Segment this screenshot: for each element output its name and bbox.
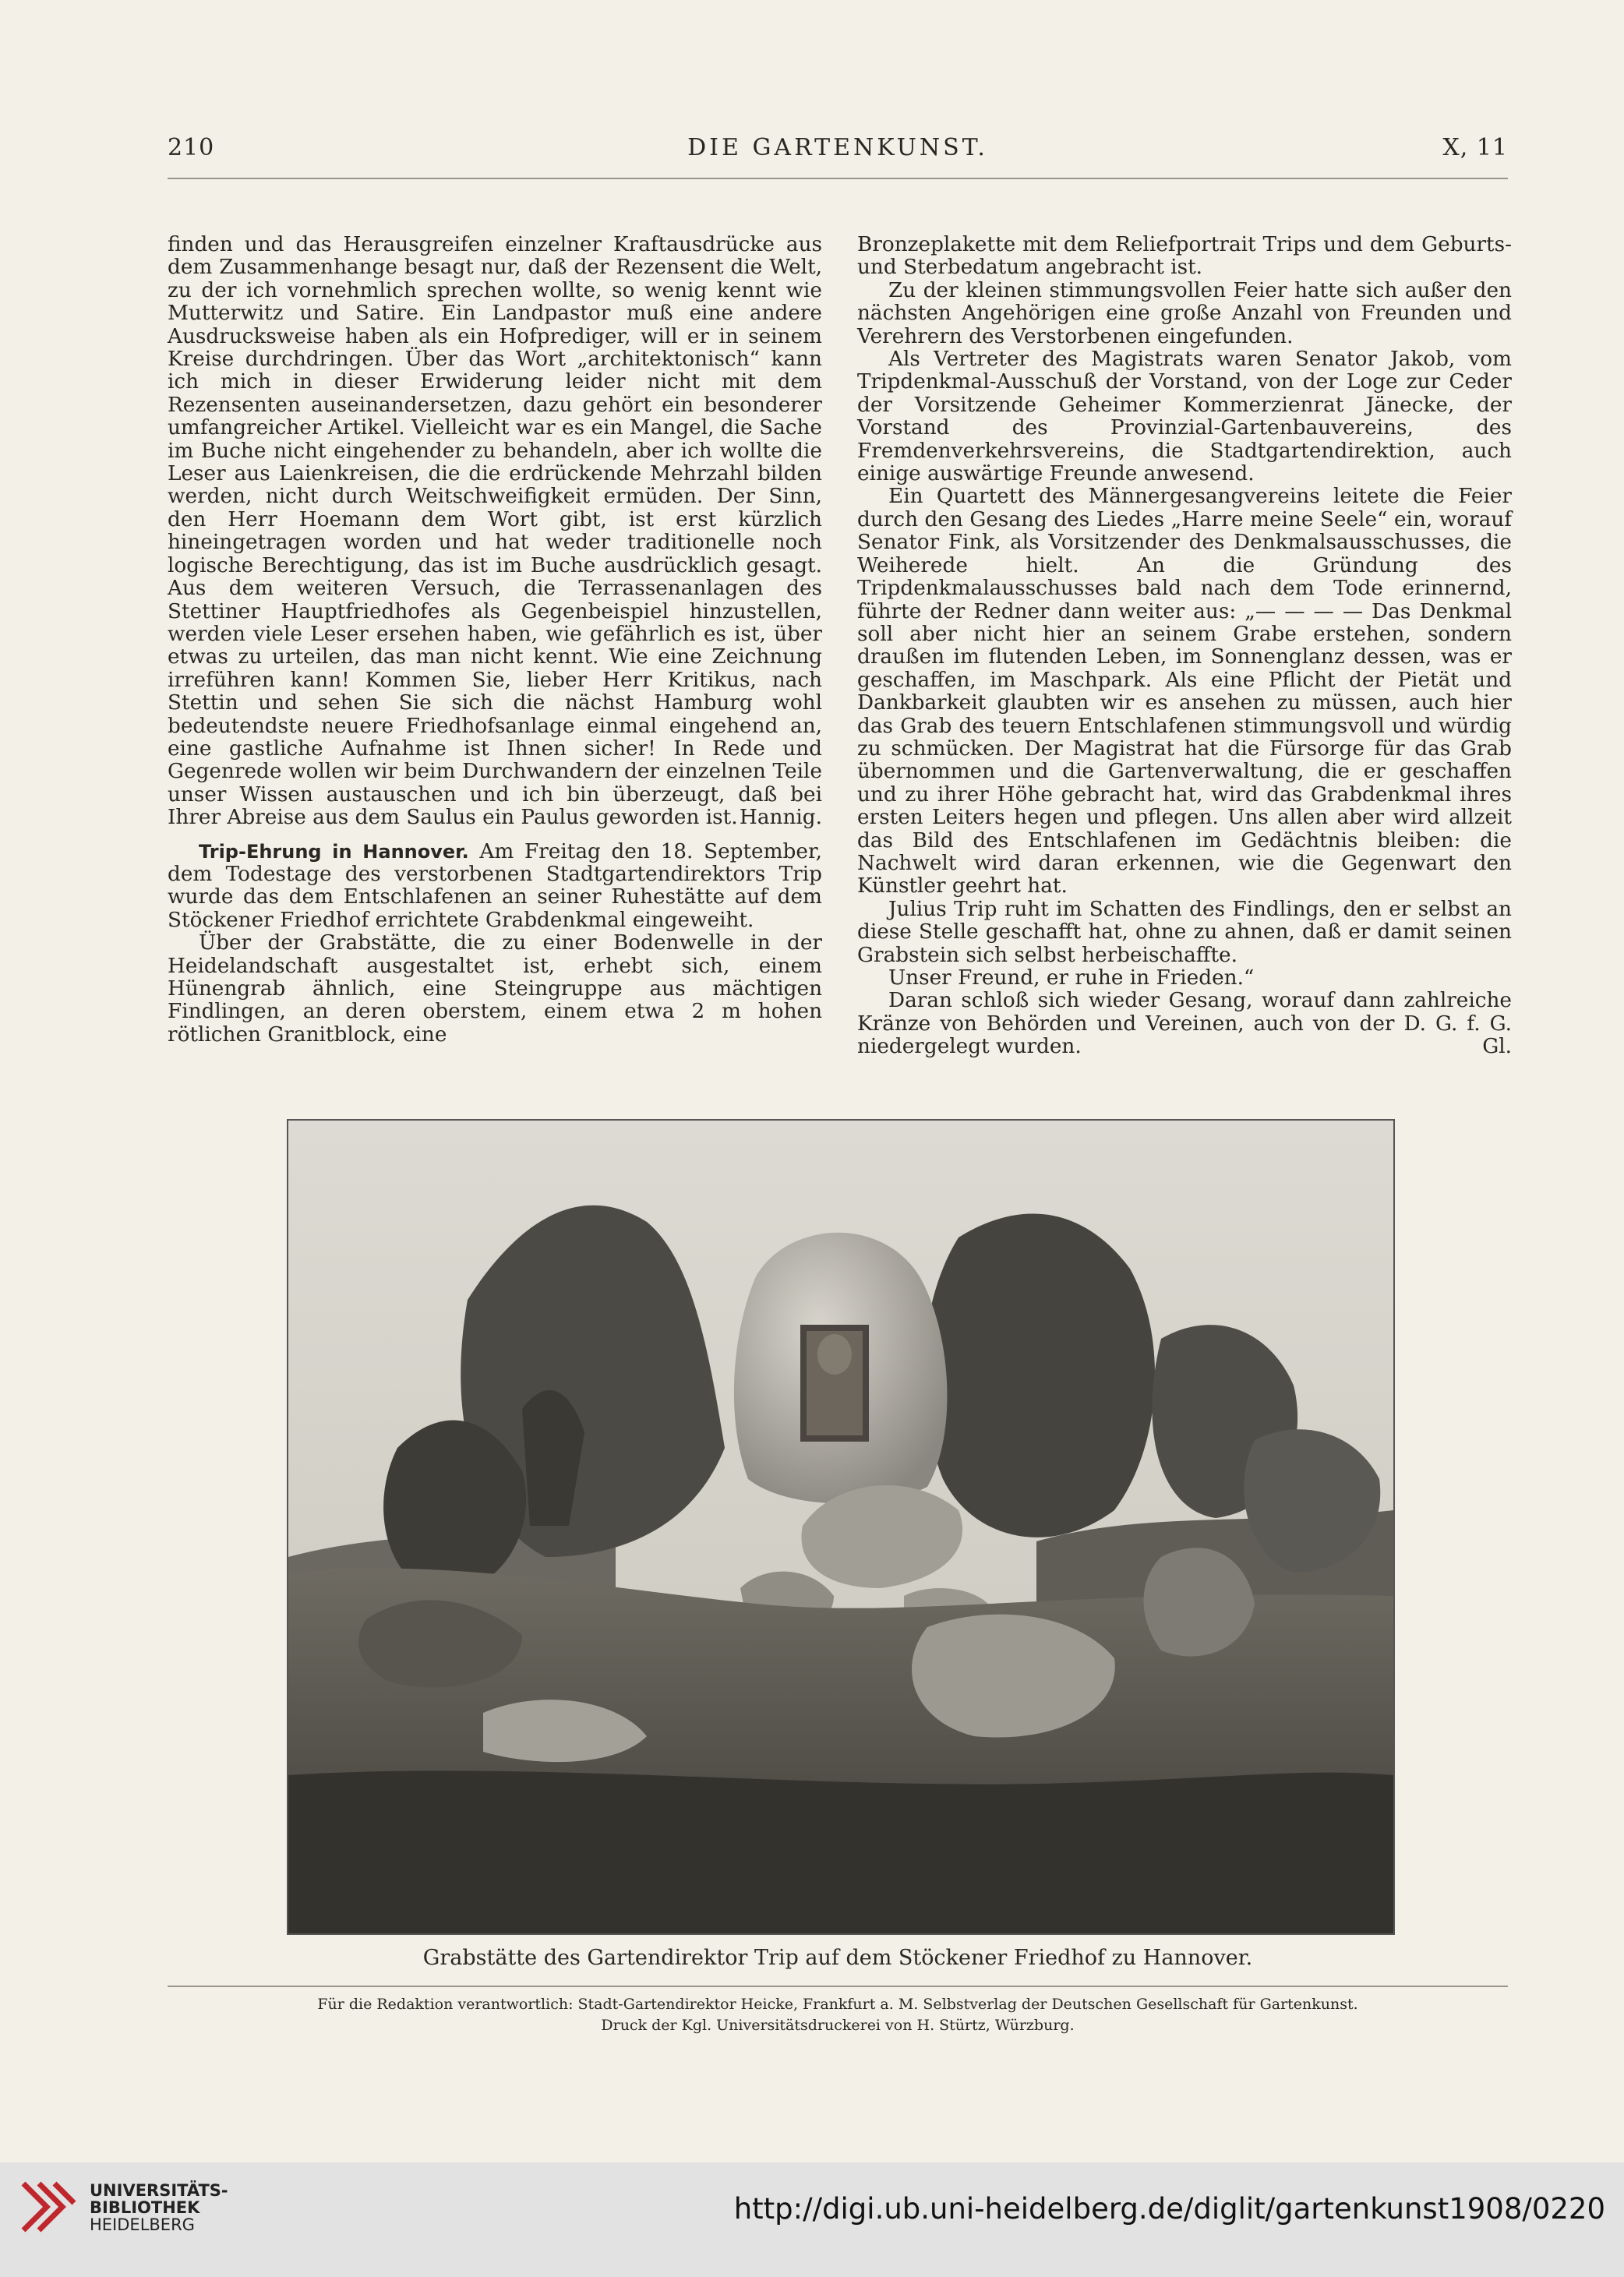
article-title: Trip-Ehrung in Hannover.: [199, 840, 469, 863]
journal-title: DIE GARTENKUNST.: [687, 134, 988, 161]
page-number: 210: [168, 134, 215, 161]
paragraph: Julius Trip ruht im Schatten des Findlings, den er selbst an diese Stelle geschafft hat, ohne zu ahnen, daß er damit seinen Grabstein sich selbst herbeischaffte.: [857, 897, 1512, 967]
printer-line: Druck der Kgl. Universitätsdruckerei von H. Stürtz, Würzburg.: [601, 2017, 1075, 2034]
paragraph: Über der Grabstätte, die zu einer Bodenwelle in der Heidelandschaft ausgestaltet ist, erhebt sich, einem Hünengrab ähnlich, eine Steingruppe aus mächtigen Findlingen, an deren oberstem, einem etwa 2 m hohen rötlichen Granitblock, eine: [168, 931, 822, 1047]
paragraph: Trip-Ehrung in Hannover. Am Freitag den 18. September, dem Todestage des verstorbenen Stadtgartendirektors Trip wurde das dem Entschlafenen an seiner Ruhestätte auf dem Stöckener Friedhof errichtete Grabdenkmal eingeweiht.: [168, 839, 822, 932]
figure-caption: Grabstätte des Gartendirektor Trip auf dem Stöckener Friedhof zu Hannover.: [422, 1946, 1253, 1970]
paragraph: finden und das Herausgreifen einzelner Kraftausdrücke aus dem Zusammenhange besagt nur, daß der Rezensent die Welt, zu der ich vornehmlich sprechen wollte, so wenig kennt wie Mutterwitz und Satire. Ein Landpastor muß eine andere Ausdrucksweise haben als ein Hofprediger, will er in seinem Kreise durchdringen. Über das Wort „architektonisch“ kann ich mich in dieser Erwiderung leider nicht mit dem Rezensenten auseinandersetzen, dazu gehört ein besonderer umfangreicher Artikel. Vielleicht war es ein Mangel, die Sache im Buche nicht eingehender zu behandeln, aber ich wollte die Leser aus Laienkreisen, die die erdrückende Mehrzahl bilden werden, nicht durch Weitschweifigkeit ermüden. Der Sinn, den Herr Hoemann dem Wort gibt, ist erst kürzlich hineingetragen worden und hat weder traditionelle noch logische Berechtigung, das ist im Buche ausdrücklich gesagt. Aus dem weiteren Versuch, die Terrassenanlagen des Stettiner Hauptfriedhofes als Gegenbeispiel hinzustellen, werden viele Leser ersehen haben, wie gefährlich es ist, über etwas zu urteilen, das man nicht kennt. Wie eine Zeichnung irreführen kann! Kommen Sie, lieber Herr Kritikus, nach Stettin und sehen Sie sich die nächst Hamburg wohl bedeutendste neuere Friedhofsanlage einmal eingehend an, eine gastliche Aufnahme ist Ihnen sicher! In Rede und Gegenrede wollen wir beim Durchwandern der einzelnen Teile unser Wissen austauschen und ich bin überzeugt, daß bei Ihrer Abreise aus dem Saulus ein Paulus geworden ist. Hannig.: [168, 233, 822, 830]
running-header: [168, 134, 1508, 173]
photo-illustration: [288, 1121, 1393, 1933]
paragraph: Unser Freund, er ruhe in Frieden.“: [888, 966, 1255, 990]
paragraph: Daran schloß sich wieder Gesang, worauf dann zahlreiche Kränze von Behörden und Vereinen, auch von der D. G. f. G. niedergelegt wurden. Gl.: [857, 989, 1512, 1059]
grave-photograph: [287, 1119, 1395, 1935]
left-column: [168, 234, 822, 1047]
university-library-logo-icon: [16, 2176, 78, 2238]
header-rule: [168, 178, 1508, 179]
source-url-link[interactable]: http://digi.ub.uni-heidelberg.de/diglit/gartenkunst1908/0220: [733, 2192, 1605, 2226]
imprint-line: Für die Redaktion verantwortlich: Stadt-Gartendirektor Heicke, Frankfurt a. M. Selbstverlag der Deutschen Gesellschaft für Gartenkunst.: [317, 1996, 1358, 2013]
paragraph: Zu der kleinen stimmungsvollen Feier hatte sich außer den nächsten Angehörigen eine große Anzahl von Freunden und Verehrern des Verstorbenen eingefunden.: [857, 278, 1512, 348]
paragraph: Ein Quartett des Männergesangvereins leitete die Feier durch den Gesang des Liedes „Harre meine Seele“ ein, worauf Senator Fink, als Vorsitzender des Denkmalsausschusses, die Weiherede hielt. An die Gründung des Tripdenkmalausschusses bald nach dem Tode erinnernd, führte der Redner dann weiter aus: „— — — — Das Denkmal soll aber nicht hier an seinem Grabe erstehen, sondern draußen im flutenden Leben, im Sonnenglanz dessen, was er geschaffen, im Maschpark. Als eine Pflicht der Pietät und Dankbarkeit glaubten wir es ansehen zu müssen, auch hier das Grab des teuern Entschlafenen stimmungsvoll und würdig zu schmücken. Der Magistrat hat die Fürsorge für das Grab übernommen und die Gartenverwaltung, die er geschaffen und zu ihrer Höhe gebracht hat, wird das Grabdenkmal ihres ersten Leiters hegen und pflegen. Uns allen aber wird allzeit das Bild des Entschlafenen im Gedächtnis bleiben: die Nachwelt wird daran erkennen, wie die Gegenwart den Künstler geehrt hat.: [857, 485, 1512, 898]
paragraph: Bronzeplakette mit dem Reliefportrait Trips und dem Geburts- und Sterbedatum angebracht ist.: [857, 233, 1512, 280]
paragraph: Als Vertreter des Magistrats waren Senator Jakob, vom Tripdenkmal-Ausschuß der Vorstand, von der Loge zur Ceder der Vorsitzende Geheimer Kommerzienrat Jänecke, der Vorstand des Provinzial-Gartenbauvereins, des Fremdenverkehrsvereins, die Stadtgartendirektion, auch einige auswärtige Freunde anwesend.: [857, 348, 1512, 486]
right-column: [857, 234, 1512, 1059]
library-name: UNIVERSITÄTS- BIBLIOTHEK HEIDELBERG: [90, 2181, 228, 2234]
author-signature: Gl.: [1482, 1035, 1512, 1059]
footer-rule: [168, 1986, 1508, 1987]
author-signature: Hannig.: [739, 806, 822, 830]
volume-number: X, 11: [1442, 134, 1508, 161]
